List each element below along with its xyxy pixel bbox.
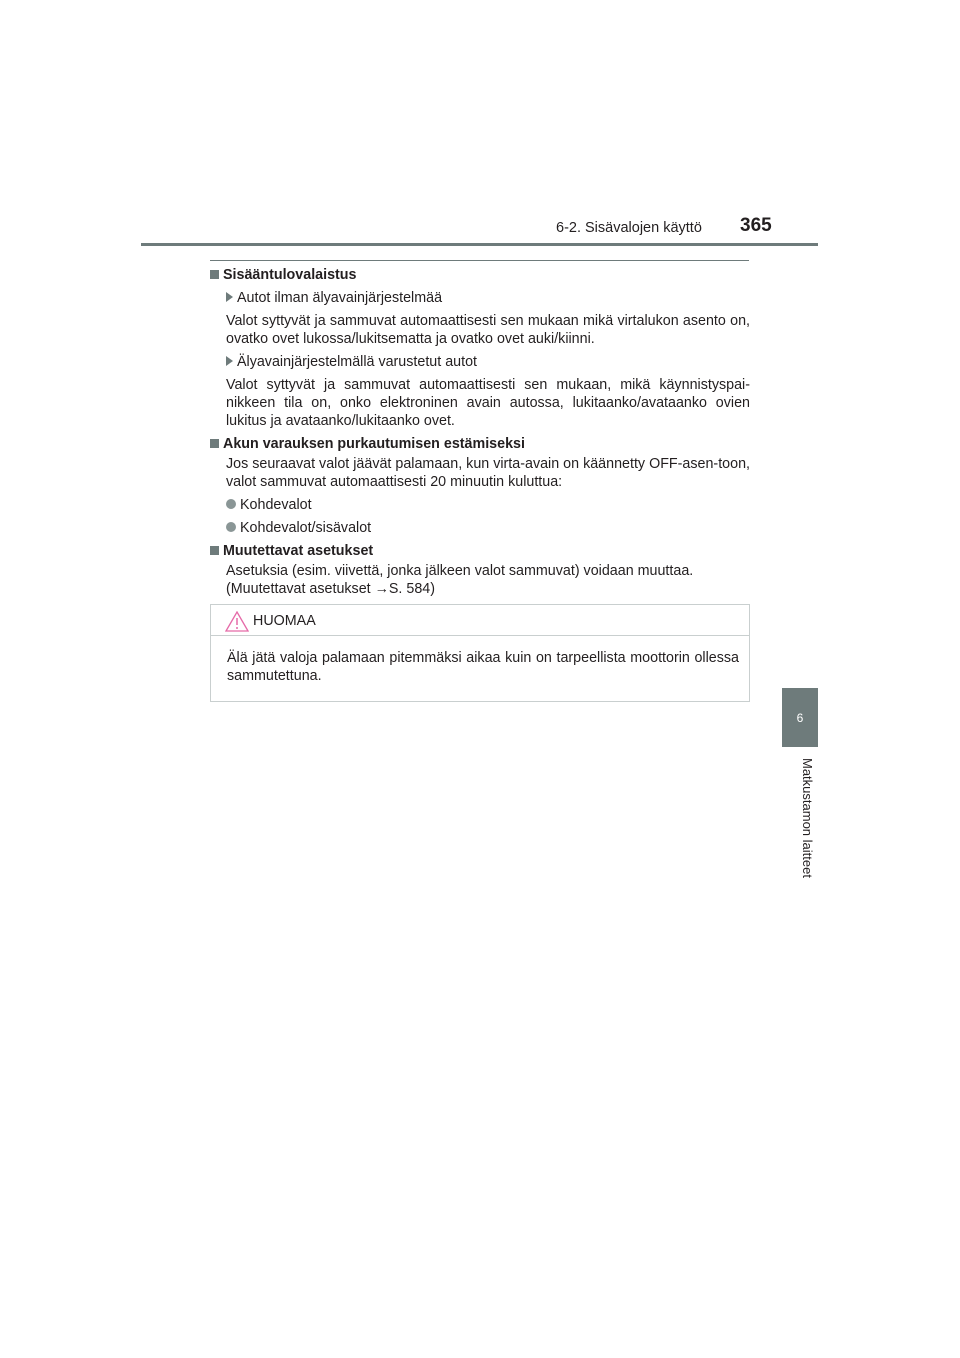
list-item-text: Kohdevalot [240,497,312,513]
list-item [226,496,750,514]
sub-heading-text: Älyavainjärjestelmällä varustetut autot [237,354,477,370]
section-heading [210,435,750,453]
chapter-label: Matkustamon laitteet [800,758,815,878]
list-item-text: Kohdevalot/sisävalot [240,520,372,536]
square-bullet-icon [210,546,219,555]
caution-title: HUOMAA [253,613,316,629]
heading-text: Sisääntulovalaistus [223,267,357,283]
section-heading [210,266,750,284]
header-divider [141,243,818,246]
triangle-bullet-icon [226,292,233,302]
square-bullet-icon [210,439,219,448]
caution-header [211,605,749,636]
list-item [226,519,750,537]
chapter-tab [782,688,818,747]
page-content [210,266,750,598]
section-title: 6-2. Sisävalojen käyttö [556,220,702,236]
section-heading [210,542,750,560]
chapter-number: 6 [796,710,804,725]
heading-text: Akun varauksen purkautumisen estämiseksi [223,436,525,452]
caution-text: Älä jätä valoja palamaan pitemmäksi aikaa kuin on tarpeellista moottorin ollessa sammutettuna. [227,650,739,684]
sub-heading-text: Autot ilman älyavainjärjestelmää [237,290,443,306]
paragraph-line: Asetuksia (esim. viivettä, jonka jälkeen valot sammuvat) voidaan muuttaa. [226,563,694,579]
circle-bullet-icon [226,522,236,532]
content-divider [210,260,749,261]
cross-reference: (Muutettavat asetukset →S. 584) [226,581,435,597]
paragraph: Valot syttyvät ja sammuvat automaattisesti sen mukaan mikä virtalukon asento on, ovatko ovet lukossa/lukitsematta ja ovatko ovet auki/kiinni. [226,313,750,347]
page-number: 365 [740,215,772,236]
paragraph: Valot syttyvät ja sammuvat automaattisesti sen mukaan, mikä käynnistyspai-nikkeen tila on, onko elektroninen avain autossa, lukitaanko/avataanko ovien lukitus ja avataanko/lukitaanko ovet. [226,377,750,429]
triangle-bullet-icon [226,356,233,366]
square-bullet-icon [210,270,219,279]
sub-heading [226,289,750,307]
paragraph: Jos seuraavat valot jäävät palamaan, kun virta-avain on käännetty OFF-asen-toon, valot sammuvat automaattisesti 20 minuutin kuluttua: [226,456,750,490]
circle-bullet-icon [226,499,236,509]
sub-heading [226,353,750,371]
heading-text: Muutettavat asetukset [223,543,374,559]
caution-box [210,604,750,702]
warning-triangle-icon [225,611,249,632]
